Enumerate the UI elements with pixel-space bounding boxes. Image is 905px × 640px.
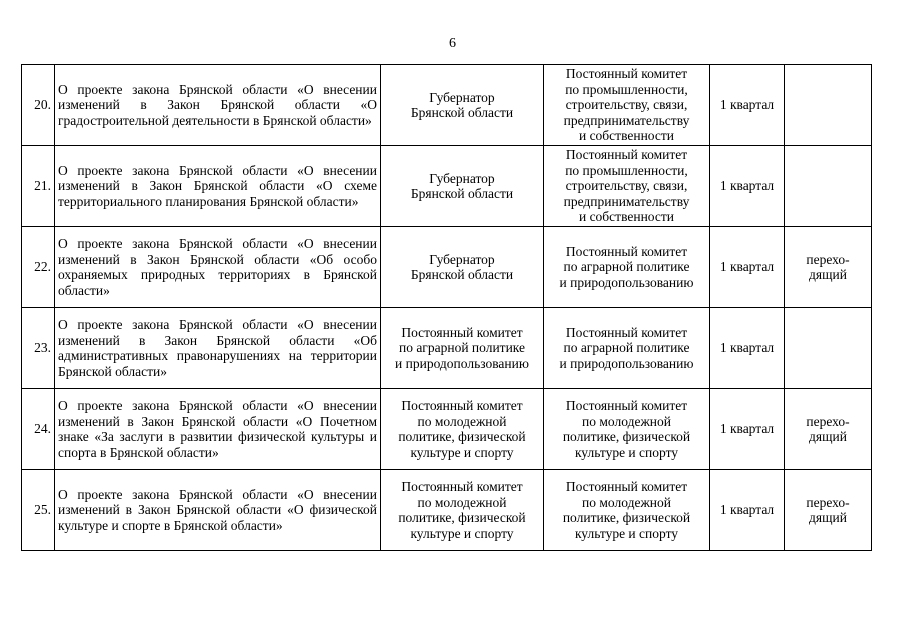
bill-title: О проекте закона Брянской области «О внесении изменений в Закон Брянской области «О физической культуре и спорте в Брянской области» <box>55 470 381 551</box>
row-number: 22. <box>22 227 55 308</box>
page-number: 6 <box>449 36 456 51</box>
table-row <box>22 65 872 146</box>
note-cell: перехо- дящий <box>785 389 872 470</box>
row-number: 20. <box>22 65 55 146</box>
note-cell <box>785 146 872 227</box>
row-number: 24. <box>22 389 55 470</box>
responsible-committee-cell: Постоянный комитет по аграрной политике и природопользованию <box>544 308 710 389</box>
table-row <box>22 227 872 308</box>
term-cell: 1 квартал <box>710 389 785 470</box>
initiator-cell: Постоянный комитет по молодежной политике, физической культуре и спорту <box>381 389 544 470</box>
row-number: 23. <box>22 308 55 389</box>
table-row <box>22 308 872 389</box>
legislative-plan-table <box>21 64 872 551</box>
term-cell: 1 квартал <box>710 65 785 146</box>
bill-title: О проекте закона Брянской области «О внесении изменений в Закон Брянской области «О градостроительной деятельности в Брянской области» <box>55 65 381 146</box>
initiator-cell: Губернатор Брянской области <box>381 65 544 146</box>
initiator-cell: Губернатор Брянской области <box>381 146 544 227</box>
initiator-cell: Постоянный комитет по молодежной политике, физической культуре и спорту <box>381 470 544 551</box>
note-cell <box>785 308 872 389</box>
table-row <box>22 470 872 551</box>
responsible-committee-cell: Постоянный комитет по молодежной политике, физической культуре и спорту <box>544 470 710 551</box>
bill-title: О проекте закона Брянской области «О внесении изменений в Закон Брянской области «О схеме территориального планирования Брянской области» <box>55 146 381 227</box>
note-cell: перехо- дящий <box>785 470 872 551</box>
responsible-committee-cell: Постоянный комитет по промышленности, строительству, связи, предпринимательству и собственности <box>544 146 710 227</box>
bill-title: О проекте закона Брянской области «О внесении изменений в Закон Брянской области «Об административных правонарушениях на территории Брянской области» <box>55 308 381 389</box>
table-body <box>22 65 872 551</box>
term-cell: 1 квартал <box>710 470 785 551</box>
note-cell <box>785 65 872 146</box>
row-number: 21. <box>22 146 55 227</box>
bill-title: О проекте закона Брянской области «О внесении изменений в Закон Брянской области «Об особо охраняемых природных территориях в Брянской области» <box>55 227 381 308</box>
table-row <box>22 389 872 470</box>
responsible-committee-cell: Постоянный комитет по аграрной политике и природопользованию <box>544 227 710 308</box>
term-cell: 1 квартал <box>710 227 785 308</box>
note-cell: перехо- дящий <box>785 227 872 308</box>
responsible-committee-cell: Постоянный комитет по промышленности, строительству, связи, предпринимательству и собственности <box>544 65 710 146</box>
table-row <box>22 146 872 227</box>
bill-title: О проекте закона Брянской области «О внесении изменений в Закон Брянской области «О Почетном знаке «За заслуги в развитии физической культуры и спорта в Брянской области» <box>55 389 381 470</box>
initiator-cell: Постоянный комитет по аграрной политике и природопользованию <box>381 308 544 389</box>
initiator-cell: Губернатор Брянской области <box>381 227 544 308</box>
term-cell: 1 квартал <box>710 308 785 389</box>
responsible-committee-cell: Постоянный комитет по молодежной политике, физической культуре и спорту <box>544 389 710 470</box>
row-number: 25. <box>22 470 55 551</box>
term-cell: 1 квартал <box>710 146 785 227</box>
